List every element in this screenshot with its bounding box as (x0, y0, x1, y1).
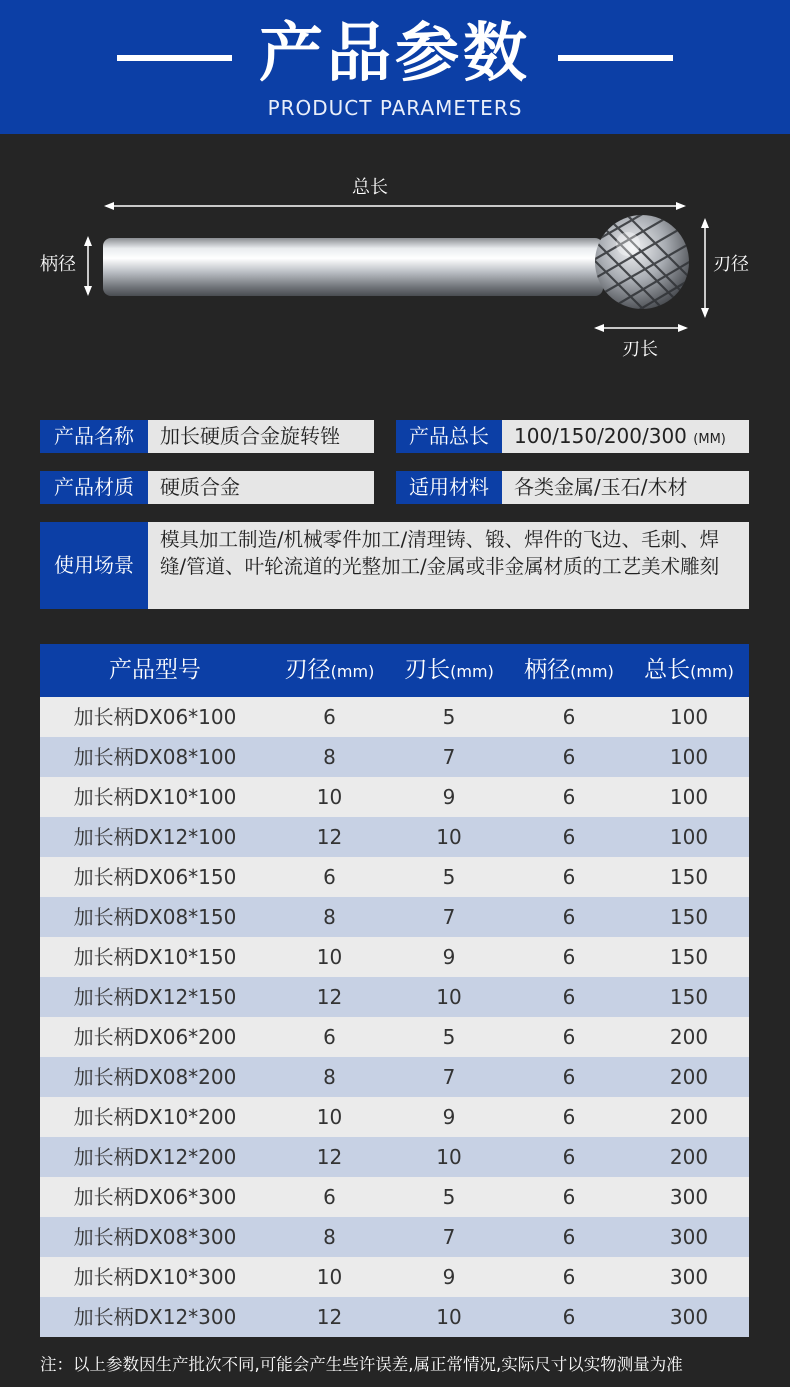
table-header-cell: 刃径(mm) (284, 657, 375, 683)
table-cell: 150 (669, 945, 709, 969)
table-cell: 加长柄DX10*300 (73, 1265, 237, 1289)
blade-length-label: 刃长 (622, 339, 658, 360)
table-cell: 6 (562, 1265, 576, 1289)
table-cell: 10 (316, 945, 343, 969)
param-value: 各类金属/玉石/木材 (502, 471, 749, 504)
table-row (40, 777, 749, 817)
param-value: 加长硬质合金旋转锉 (148, 420, 374, 453)
table-cell: 加长柄DX08*200 (73, 1065, 237, 1089)
table-cell: 100 (669, 785, 709, 809)
table-cell: 12 (316, 1305, 343, 1329)
table-cell: 9 (442, 785, 456, 809)
table-cell: 200 (669, 1105, 709, 1129)
table-cell: 100 (669, 825, 709, 849)
table-cell: 12 (316, 985, 343, 1009)
param-usage-scene (40, 522, 749, 609)
table-cell: 5 (442, 705, 456, 729)
header-banner (0, 0, 790, 134)
table-row (40, 1057, 749, 1097)
table-cell: 200 (669, 1025, 709, 1049)
table-cell: 6 (562, 1025, 576, 1049)
param-key: 产品总长 (396, 420, 502, 453)
table-row (40, 737, 749, 777)
table-cell: 6 (562, 865, 576, 889)
table-cell: 加长柄DX06*100 (73, 705, 237, 729)
param-value: 硬质合金 (148, 471, 374, 504)
table-row (40, 817, 749, 857)
table-cell: 5 (442, 865, 456, 889)
table-cell: 加长柄DX06*150 (73, 865, 237, 889)
table-header (40, 644, 749, 697)
table-cell: 300 (669, 1185, 709, 1209)
param-length-value: 100/150/200/300 (514, 424, 687, 448)
table-cell: 100 (669, 705, 709, 729)
table-cell: 10 (316, 1105, 343, 1129)
blade-diameter-label: 刃径 (713, 254, 749, 275)
table-cell: 加长柄DX08*300 (73, 1225, 237, 1249)
header-line-right (558, 55, 673, 61)
table-cell: 7 (442, 1225, 456, 1249)
table-row (40, 897, 749, 937)
table-cell: 10 (436, 1145, 462, 1169)
table-row (40, 857, 749, 897)
spec-table (40, 644, 749, 1337)
table-cell: 6 (562, 1145, 576, 1169)
table-body (40, 697, 749, 1337)
table-cell: 加长柄DX12*200 (73, 1145, 237, 1169)
table-cell: 5 (442, 1025, 456, 1049)
table-cell: 6 (562, 1105, 576, 1129)
blade-diameter-arrow (701, 218, 709, 318)
table-cell: 100 (669, 745, 709, 769)
param-key: 产品材质 (40, 471, 148, 504)
page-title: 产品参数 (259, 17, 531, 91)
table-cell: 加长柄DX10*100 (73, 785, 237, 809)
total-length-arrow (104, 202, 686, 210)
table-row (40, 1177, 749, 1217)
param-value (502, 420, 749, 453)
table-row (40, 1217, 749, 1257)
table-cell: 加长柄DX06*200 (73, 1025, 237, 1049)
table-cell: 10 (316, 1265, 343, 1289)
table-row (40, 697, 749, 737)
table-cell: 6 (562, 1065, 576, 1089)
table-cell: 加长柄DX10*200 (73, 1105, 237, 1129)
shank-diameter-arrow (84, 236, 92, 296)
table-cell: 7 (442, 745, 456, 769)
shank (103, 238, 603, 296)
table-cell: 6 (562, 1185, 576, 1209)
table-cell: 300 (669, 1265, 709, 1289)
table-cell: 加长柄DX12*100 (73, 825, 237, 849)
table-cell: 加长柄DX12*300 (73, 1305, 237, 1329)
param-material (40, 471, 374, 504)
table-cell: 8 (323, 1225, 336, 1249)
table-cell: 7 (442, 1065, 456, 1089)
table-cell: 加长柄DX12*150 (73, 985, 237, 1009)
param-key: 使用场景 (40, 522, 148, 609)
param-key: 适用材料 (396, 471, 502, 504)
table-cell: 200 (669, 1065, 709, 1089)
param-total-length (396, 420, 749, 453)
param-value: 模具加工制造/机械零件加工/清理铸、锻、焊件的飞边、毛刺、焊缝/管道、叶轮流道的光整加工/金属或非金属材质的工艺美术雕刻 (148, 522, 749, 609)
table-cell: 9 (442, 945, 456, 969)
table-cell: 6 (562, 985, 576, 1009)
table-cell: 10 (436, 825, 462, 849)
table-cell: 6 (562, 785, 576, 809)
total-length-label: 总长 (352, 177, 388, 198)
table-cell: 6 (323, 1025, 336, 1049)
ball-head (590, 204, 696, 326)
table-cell: 5 (442, 1185, 456, 1209)
table-row (40, 1257, 749, 1297)
table-cell: 6 (562, 745, 576, 769)
table-header-cell: 总长(mm) (644, 657, 734, 683)
table-cell: 150 (669, 985, 709, 1009)
table-row (40, 1297, 749, 1337)
table-row (40, 1137, 749, 1177)
table-cell: 300 (669, 1225, 709, 1249)
shank-diameter-label: 柄径 (40, 254, 76, 275)
table-cell: 6 (562, 945, 576, 969)
param-length-unit: (MM) (693, 432, 726, 447)
param-product-name (40, 420, 374, 453)
table-cell: 加长柄DX08*100 (73, 745, 237, 769)
table-cell: 9 (442, 1105, 456, 1129)
table-cell: 10 (436, 985, 462, 1009)
table-header-cell: 柄径(mm) (524, 657, 614, 683)
footnote: 注：以上参数因生产批次不同,可能会产生些许误差,属正常情况,实际尺寸以实物测量为准 (40, 1355, 683, 1374)
table-cell: 9 (442, 1265, 456, 1289)
table-cell: 6 (562, 1225, 576, 1249)
table-cell: 加长柄DX06*300 (73, 1185, 237, 1209)
table-cell: 10 (316, 785, 343, 809)
param-key: 产品名称 (40, 420, 148, 453)
table-cell: 6 (562, 1305, 576, 1329)
table-cell: 12 (316, 1145, 343, 1169)
table-cell: 8 (323, 1065, 336, 1089)
table-row (40, 937, 749, 977)
table-cell: 加长柄DX10*150 (73, 945, 237, 969)
table-cell: 8 (323, 905, 336, 929)
table-header-cell: 刃长(mm) (404, 657, 494, 683)
table-header-cell: 产品型号 (109, 657, 201, 683)
table-cell: 6 (562, 825, 576, 849)
table-row (40, 1017, 749, 1057)
table-cell: 300 (669, 1305, 709, 1329)
table-cell: 6 (323, 1185, 336, 1209)
product-diagram (0, 134, 790, 394)
table-cell: 12 (316, 825, 343, 849)
table-cell: 6 (323, 705, 336, 729)
table-cell: 7 (442, 905, 456, 929)
table-cell: 150 (669, 905, 709, 929)
table-cell: 6 (562, 905, 576, 929)
table-cell: 加长柄DX08*150 (73, 905, 237, 929)
table-cell: 200 (669, 1145, 709, 1169)
burr-tool-illustration (0, 134, 790, 394)
table-cell: 6 (562, 705, 576, 729)
table-cell: 8 (323, 745, 336, 769)
blade-length-arrow (594, 324, 688, 332)
table-cell: 6 (323, 865, 336, 889)
page-subtitle: PRODUCT PARAMETERS (267, 96, 523, 120)
table-row (40, 977, 749, 1017)
table-row (40, 1097, 749, 1137)
table-cell: 10 (436, 1305, 462, 1329)
param-applicable-materials (396, 471, 749, 504)
table-cell: 150 (669, 865, 709, 889)
